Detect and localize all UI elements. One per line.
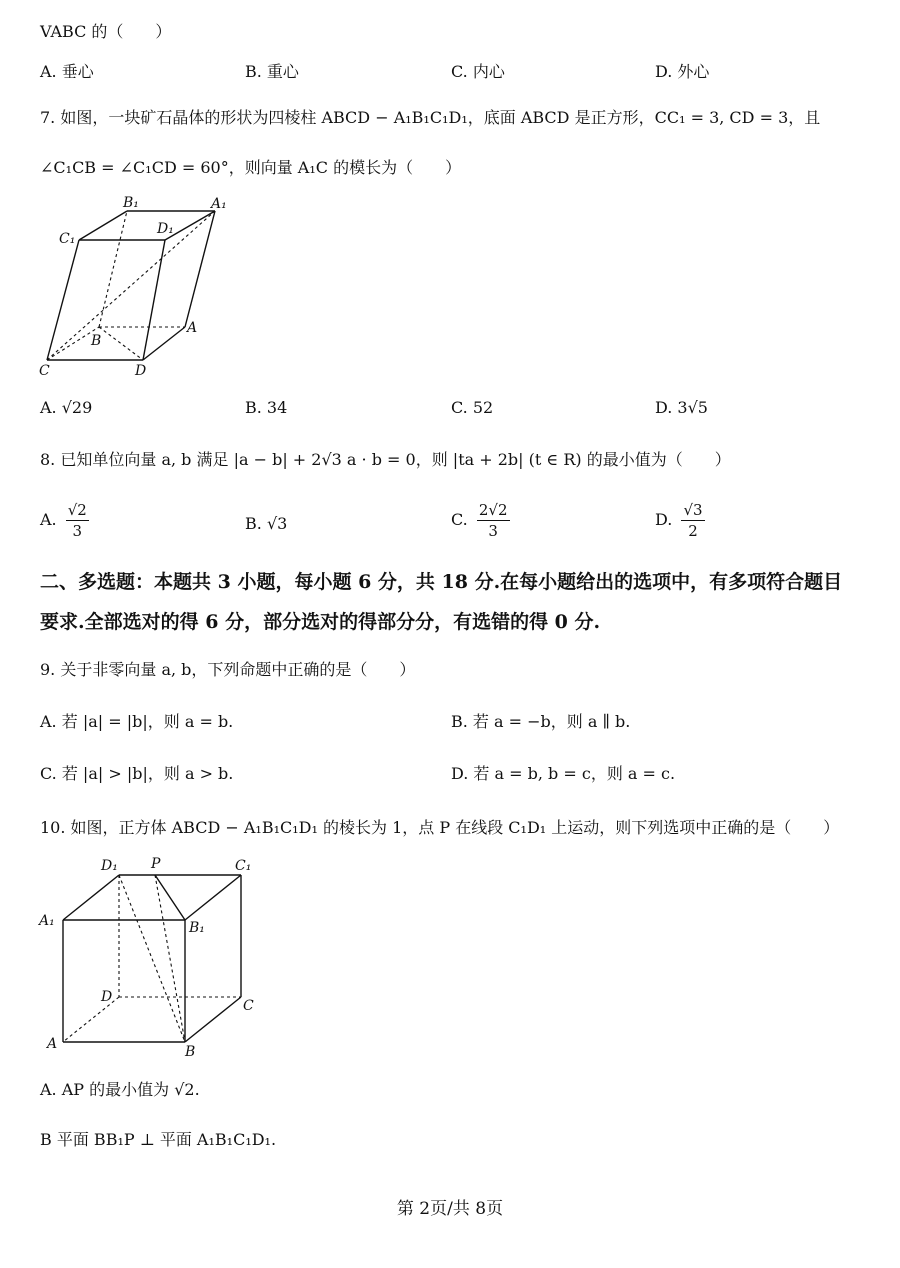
q8-option-a xyxy=(40,500,89,541)
q8-option-c-num: 2√2 xyxy=(478,501,508,519)
q8-option-a-den: 3 xyxy=(72,522,83,540)
q7-label-d1: D₁ xyxy=(157,221,174,237)
q10-option-b: B 平面 BB₁P ⊥ 平面 A₁B₁C₁D₁. xyxy=(40,1130,277,1149)
page-footer: 第 2页/共 8页 xyxy=(396,1199,504,1219)
q10-label-c: C xyxy=(243,998,254,1014)
q7-label-c: C xyxy=(39,363,50,379)
q9-option-c: C. 若 |a| > |b|，则 a > b. xyxy=(40,764,234,783)
q8-option-d-letter: D. xyxy=(655,510,673,529)
q10-label-c1: C₁ xyxy=(235,858,252,874)
q10-cube-figure xyxy=(35,850,265,1060)
q10-label-b1: B₁ xyxy=(189,920,205,936)
q6-option-b: B. 重心 xyxy=(245,62,299,81)
q10-label-a: A xyxy=(47,1036,58,1052)
q7-label-a: A xyxy=(187,320,198,336)
q7-stem-line2: ∠C₁CB = ∠C₁CD = 60°，则向量 A₁C 的模长为（ ） xyxy=(40,158,462,177)
q8-option-b-letter: B. xyxy=(245,514,262,533)
q8-option-d xyxy=(655,500,705,541)
section2-heading-line1: 二、多选题：本题共 3 小题，每小题 6 分，共 18 分.在每小题给出的选项中，有多项符合题目 xyxy=(40,571,843,593)
q7-option-a: A. √29 xyxy=(40,398,93,417)
q10-label-b: B xyxy=(185,1044,196,1060)
q8-option-d-den: 2 xyxy=(688,522,698,540)
q9-option-a: A. 若 |a| = |b|，则 a = b. xyxy=(40,712,234,731)
q6-option-c: C. 内心 xyxy=(451,62,505,81)
q7-option-d: D. 3√5 xyxy=(655,398,708,417)
q8-option-c-den: 3 xyxy=(488,522,498,540)
q10-label-d: D xyxy=(101,989,113,1005)
q8-option-d-num: √3 xyxy=(683,501,703,519)
q10-label-a1: A₁ xyxy=(39,913,55,929)
q7-label-d: D xyxy=(135,363,147,379)
q8-option-b-value: √3 xyxy=(266,514,288,533)
q9-stem: 9. 关于非零向量 a, b，下列命题中正确的是（ ） xyxy=(40,660,416,679)
q8-option-a-num: √2 xyxy=(67,501,87,519)
q7-label-b: B xyxy=(91,333,102,349)
q7-prism-figure xyxy=(35,195,275,385)
q6-option-d: D. 外心 xyxy=(655,62,710,81)
q7-label-c1: C₁ xyxy=(59,231,76,247)
q9-option-d: D. 若 a = b, b = c，则 a = c. xyxy=(451,764,676,783)
q7-option-c: C. 52 xyxy=(451,398,494,417)
q10-stem: 10. 如图，正方体 ABCD − A₁B₁C₁D₁ 的棱长为 1，点 P 在线段 C₁D₁ 上运动，则下列选项中正确的是（ ） xyxy=(40,818,840,837)
q10-option-a: A. AP 的最小值为 √2. xyxy=(40,1080,200,1099)
q9-option-b: B. 若 a = −b，则 a ∥ b. xyxy=(451,712,631,731)
q7-option-b: B. 34 xyxy=(245,398,288,417)
q7-label-b1: B₁ xyxy=(123,195,139,211)
q8-option-a-letter: A. xyxy=(40,510,57,529)
q6-option-a: A. 垂心 xyxy=(40,62,94,81)
q7-stem-line1: 7. 如图，一块矿石晶体的形状为四棱柱 ABCD − A₁B₁C₁D₁，底面 ABCD 是正方形，CC₁ = 3, CD = 3，且 xyxy=(40,108,821,127)
q6-stem-tail: VABC 的（ ） xyxy=(40,22,172,41)
q8-option-c xyxy=(451,500,510,541)
q8-option-b xyxy=(245,514,287,534)
q8-option-c-letter: C. xyxy=(451,510,468,529)
section2-heading-line2: 要求.全部选对的得 6 分，部分选对的得部分分，有选错的得 0 分. xyxy=(40,611,601,633)
q8-stem: 8. 已知单位向量 a, b 满足 |a − b| + 2√3 a · b = 0，则 |ta + 2b| (t ∈ R) 的最小值为（ ） xyxy=(40,450,731,469)
q10-label-p: P xyxy=(151,856,161,872)
q7-label-a1: A₁ xyxy=(211,196,227,212)
q10-label-d1: D₁ xyxy=(101,858,118,874)
